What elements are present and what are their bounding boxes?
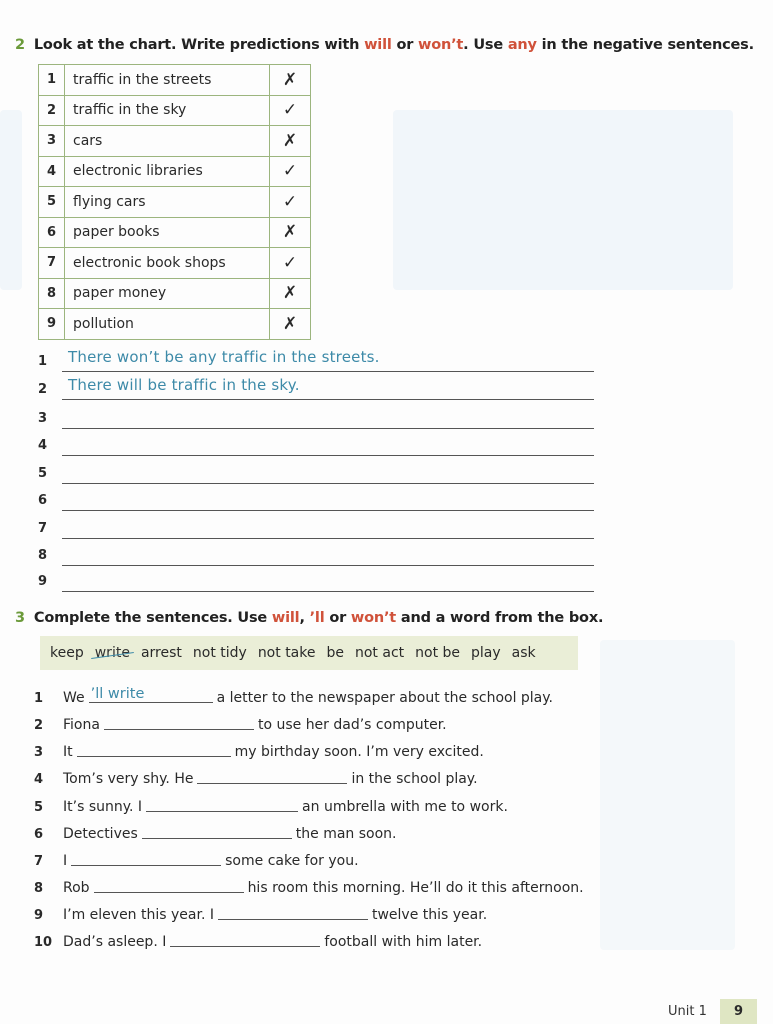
sentence-number: 4 [34, 772, 44, 787]
sentence-start: Rob [63, 880, 90, 896]
word-crossed-out: write [94, 645, 130, 661]
sentence-number: 6 [34, 827, 44, 842]
row-item: traffic in the sky [65, 95, 270, 126]
cross-icon: ✗ [270, 126, 311, 157]
chart-row [39, 248, 311, 279]
sentence-end: a letter to the newspaper about the school play. [216, 690, 554, 706]
answer-number: 9 [38, 574, 48, 589]
answer-blank[interactable] [146, 797, 298, 812]
instruction-text: and a word from the box. [396, 610, 604, 626]
write-line[interactable] [62, 455, 594, 456]
exercise-number: 2 [15, 37, 25, 53]
sentence-number: 8 [34, 881, 44, 896]
sentence-item [34, 793, 508, 815]
sentence-end: the man soon. [295, 826, 397, 842]
check-icon: ✓ [270, 187, 311, 218]
check-icon: ✓ [270, 95, 311, 126]
word-option: arrest [140, 645, 182, 661]
unit-label: Unit 1 [668, 1004, 707, 1019]
exercise-number: 3 [15, 610, 25, 626]
word-option: play [471, 645, 501, 661]
answer-line[interactable] [38, 348, 598, 374]
instruction-text: Complete the sentences. Use [33, 610, 272, 626]
sentence-start: It [63, 744, 73, 760]
answer-number: 5 [38, 466, 48, 481]
write-line[interactable] [62, 565, 594, 566]
answer-number: 7 [38, 521, 48, 536]
row-number: 4 [39, 156, 65, 187]
answer-blank[interactable] [197, 769, 347, 784]
answer-blank[interactable] [104, 715, 254, 730]
sentence-end: his room this morning. He’ll do it this afternoon. [247, 880, 584, 896]
sentence-item [34, 820, 396, 842]
chart-row [39, 126, 311, 157]
sentence-end: some cake for you. [225, 853, 359, 869]
sentence-start: I’m eleven this year. I [63, 907, 214, 923]
answer-line[interactable] [38, 464, 598, 486]
sentence-item [34, 684, 553, 706]
cross-icon: ✗ [270, 309, 311, 340]
row-item: flying cars [65, 187, 270, 218]
row-item: traffic in the streets [65, 65, 270, 96]
chart-row [39, 278, 311, 309]
row-number: 8 [39, 278, 65, 309]
cross-icon: ✗ [270, 278, 311, 309]
sentence-end: in the school play. [351, 771, 478, 787]
sentence-item [34, 847, 359, 869]
row-item: pollution [65, 309, 270, 340]
keyword: will [271, 610, 300, 626]
answer-line[interactable] [38, 491, 598, 513]
row-item: electronic book shops [65, 248, 270, 279]
answer-number: 6 [38, 493, 48, 508]
answer-number: 1 [38, 354, 48, 369]
write-line[interactable] [62, 510, 594, 511]
answer-blank[interactable] [94, 878, 244, 893]
sentence-start: It’s sunny. I [63, 799, 143, 815]
instruction-text: in the negative sentences. [536, 37, 754, 53]
sentence-item [34, 901, 487, 923]
chart-row [39, 95, 311, 126]
keyword: ’ll [309, 610, 325, 626]
word-option: not be [415, 645, 461, 661]
chart-row [39, 309, 311, 340]
row-item: paper money [65, 278, 270, 309]
sentence-start: We [63, 690, 85, 706]
instruction-text: or [324, 610, 351, 626]
write-line[interactable] [62, 591, 594, 592]
sentence-number: 10 [34, 935, 53, 950]
chart-row [39, 187, 311, 218]
sentence-item [34, 738, 484, 760]
sentence-item [34, 765, 478, 787]
answer-blank[interactable] [142, 824, 292, 839]
sentence-end: to use her dad’s computer. [257, 717, 447, 733]
sentence-start: Detectives [63, 826, 138, 842]
check-icon: ✓ [270, 156, 311, 187]
answer-number: 4 [38, 438, 48, 453]
check-icon: ✓ [270, 248, 311, 279]
sentence-number: 2 [34, 718, 44, 733]
write-line[interactable] [62, 538, 594, 539]
sentence-end: my birthday soon. I’m very excited. [234, 744, 484, 760]
bleed-through [0, 110, 22, 290]
answer-line[interactable] [38, 409, 598, 431]
word-option: ask [511, 645, 536, 661]
sentence-item [34, 874, 584, 896]
exercise-3-title [15, 610, 603, 626]
row-item: electronic libraries [65, 156, 270, 187]
handwritten-answer: There won’t be any traffic in the streets. [68, 348, 380, 366]
row-number: 2 [39, 95, 65, 126]
keyword: will [364, 37, 392, 53]
keyword: won’t [350, 610, 397, 626]
word-option: keep [50, 645, 84, 661]
sentence-item [34, 711, 447, 733]
chart-row [39, 217, 311, 248]
row-number: 7 [39, 248, 65, 279]
sentence-start: I [63, 853, 68, 869]
sentence-number: 5 [34, 800, 44, 815]
row-number: 6 [39, 217, 65, 248]
bleed-through [600, 640, 735, 950]
answer-number: 3 [38, 411, 48, 426]
answer-blank[interactable] [218, 905, 368, 920]
sentence-number: 1 [34, 691, 44, 706]
answer-blank[interactable] [89, 688, 213, 703]
handwritten-answer: ’ll write [90, 686, 145, 702]
answer-line[interactable] [38, 519, 598, 541]
write-line[interactable] [62, 399, 594, 400]
sentence-number: 3 [34, 745, 44, 760]
sentence-item [34, 928, 482, 950]
answer-blank[interactable] [71, 851, 221, 866]
answer-blank[interactable] [170, 932, 320, 947]
instruction-text: . Use [463, 37, 508, 53]
sentence-end: twelve this year. [371, 907, 488, 923]
cross-icon: ✗ [270, 65, 311, 96]
row-number: 9 [39, 309, 65, 340]
sentence-start: Fiona [63, 717, 100, 733]
write-line[interactable] [62, 428, 594, 429]
sentence-number: 7 [34, 854, 44, 869]
keyword: won’t [418, 37, 464, 53]
keyword: any [507, 37, 537, 53]
row-item: paper books [65, 217, 270, 248]
bleed-through [393, 110, 733, 290]
row-number: 1 [39, 65, 65, 96]
write-line[interactable] [62, 371, 594, 372]
write-line[interactable] [62, 483, 594, 484]
row-number: 5 [39, 187, 65, 218]
answer-line[interactable] [38, 436, 598, 458]
word-option: not take [257, 645, 316, 661]
word-option: not tidy [192, 645, 247, 661]
chart-row [39, 156, 311, 187]
sentence-start: Dad’s asleep. I [63, 934, 167, 950]
chart-row [39, 65, 311, 96]
sentence-start: Tom’s very shy. He [63, 771, 194, 787]
row-item: cars [65, 126, 270, 157]
sentence-end: an umbrella with me to work. [302, 799, 508, 815]
sentence-number: 9 [34, 908, 44, 923]
answer-blank[interactable] [77, 742, 231, 757]
row-number: 3 [39, 126, 65, 157]
answer-line[interactable] [38, 546, 598, 568]
page-number: 9 [720, 999, 757, 1024]
instruction-text: , [299, 610, 310, 626]
word-option: not act [354, 645, 405, 661]
answer-number: 2 [38, 382, 48, 397]
cross-icon: ✗ [270, 217, 311, 248]
answer-line[interactable] [38, 376, 598, 402]
word-option: be [326, 645, 344, 661]
sentence-end: football with him later. [324, 934, 483, 950]
instruction-text: or [391, 37, 419, 53]
word-box [40, 636, 578, 670]
answer-number: 8 [38, 548, 48, 563]
instruction-text: Look at the chart. Write predictions with [33, 37, 365, 53]
answer-line[interactable] [38, 572, 598, 594]
exercise-2-title [15, 37, 754, 53]
prediction-chart [38, 64, 311, 340]
handwritten-answer: There will be traffic in the sky. [68, 376, 300, 394]
